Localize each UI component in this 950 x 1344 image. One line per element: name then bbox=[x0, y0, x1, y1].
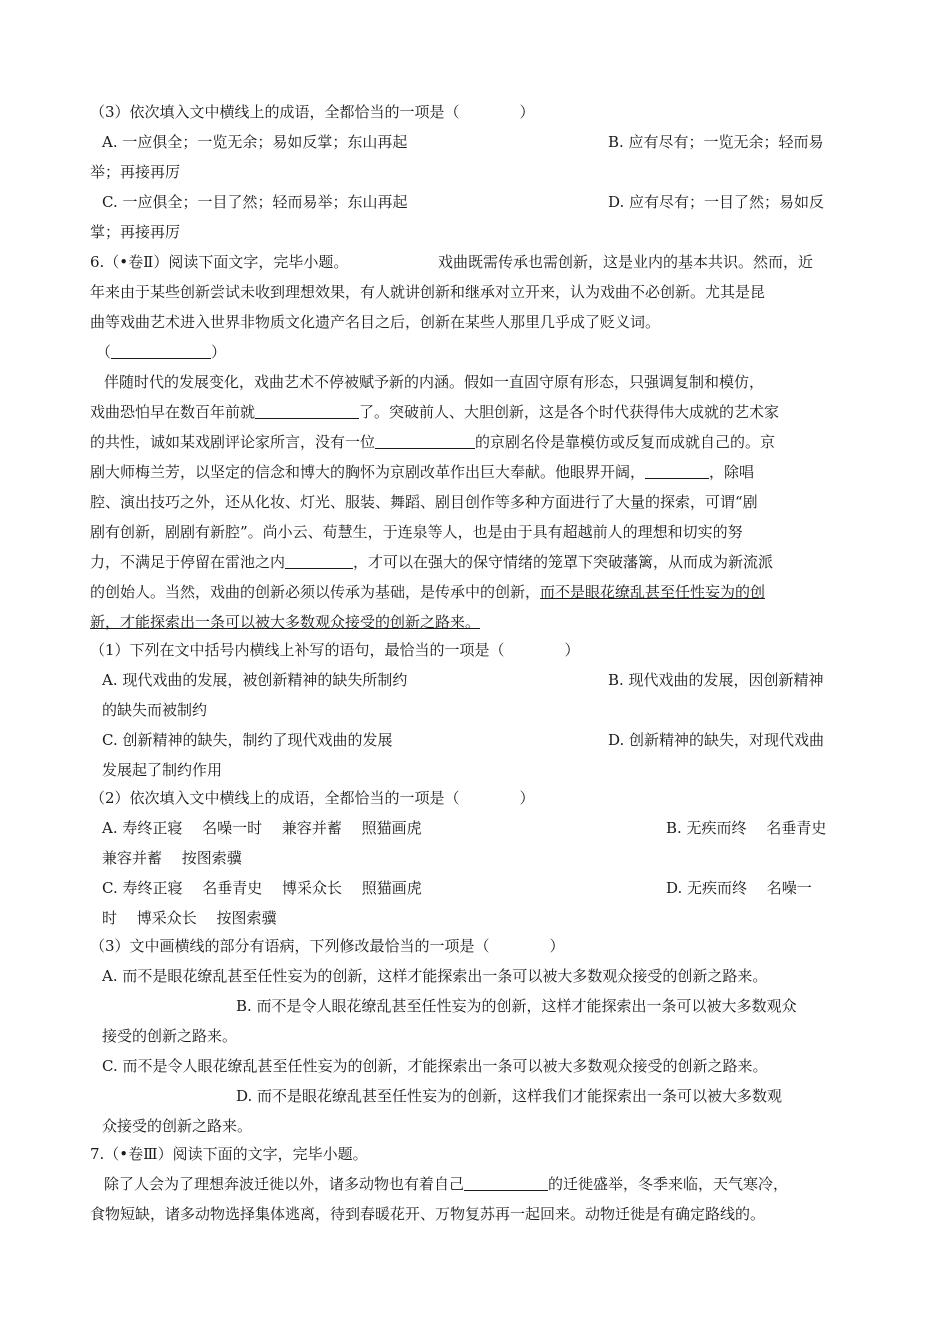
q6-sub3-option-a: A. 而不是眼花缭乱甚至任性妄为的创新，这样才能探索出一条可以被大多数观众接受的创新之路来。 bbox=[102, 967, 768, 985]
underlined-text: 而不是眼花缭乱甚至任性妄为的创 bbox=[540, 583, 766, 601]
q5-option-d-cont: 掌；再接再厉 bbox=[90, 223, 181, 241]
q5-option-d: D. 应有尽有；一目了然；易如反 bbox=[608, 193, 825, 211]
q6-passage-line bbox=[90, 582, 765, 602]
q6-sub3-option-d: D. 而不是眼花缭乱甚至任性妄为的创新，这样我们才能探索出一条可以被大多数观 bbox=[236, 1087, 783, 1105]
q6-sub2-option-b: B. 无疾而终 名垂青史 bbox=[666, 819, 827, 837]
q6-sub2-option-b-cont: 兼容并蓄 按图索骥 bbox=[102, 849, 242, 867]
q6-intro: 戏曲既需传承也需创新，这是业内的基本共识。然而，近 bbox=[438, 253, 814, 271]
q6-sub1-option-d-cont: 发展起了制约作用 bbox=[102, 761, 223, 779]
fill-blank bbox=[375, 433, 475, 449]
q6-intro-line: 年来由于某些创新尝试未收到理想效果，有人就讲创新和继承对立开来，认为戏曲不必创新。尤其是昆 bbox=[90, 283, 766, 301]
q6-sub1-option-d: D. 创新精神的缺失，对现代戏曲 bbox=[608, 731, 825, 749]
fill-blank bbox=[255, 403, 359, 419]
q7-passage-line: 食物短缺，诸多动物选择集体逃离，待到春暖花开、万物复苏再一起回来。动物迁徙是有确定路线的。 bbox=[90, 1205, 766, 1223]
q6-sub1-option-b-cont: 的缺失而被制约 bbox=[102, 701, 208, 719]
q6-sub1-option-c: C. 创新精神的缺失，制约了现代戏曲的发展 bbox=[102, 731, 393, 749]
q5-option-b: B. 应有尽有；一览无余；轻而易 bbox=[608, 133, 824, 151]
q6-heading: 6.（•卷Ⅱ）阅读下面文字，完毕小题。 bbox=[90, 253, 349, 271]
q5-option-b-cont: 举；再接再厉 bbox=[90, 163, 181, 181]
q5-option-a: A. 一应俱全；一览无余；易如反掌；东山再起 bbox=[102, 133, 408, 151]
q6-passage-line: 剧有创新，剧剧有新腔”。尚小云、荀慧生，于连泉等人，也是由于具有超越前人的理想和切实的努 bbox=[90, 523, 743, 541]
text: 戏曲恐怕早在数百年前就 bbox=[90, 403, 256, 421]
q6-passage-line: 伴随时代的发展变化，戏曲艺术不停被赋予新的内涵。假如一直固守原有形态，只强调复制和模仿， bbox=[104, 373, 765, 391]
q6-sub2-stem: （2）依次填入文中横线上的成语，全都恰当的一项是（ ） bbox=[90, 789, 535, 807]
q6-sub1-option-a: A. 现代戏曲的发展，被创新精神的缺失所制约 bbox=[102, 671, 408, 689]
q5-option-c: C. 一应俱全；一目了然；轻而易举；东山再起 bbox=[102, 193, 408, 211]
fill-blank bbox=[464, 1175, 548, 1191]
q6-passage-line bbox=[90, 462, 754, 482]
q6-sub3-stem: （3）文中画横线的部分有语病，下列修改最恰当的一项是（ ） bbox=[90, 937, 565, 955]
q6-passage-line bbox=[90, 552, 773, 572]
q6-sub1-option-b: B. 现代戏曲的发展，因创新精神 bbox=[608, 671, 824, 689]
q6-sub1-stem: （1）下列在文中括号内横线上补写的语句，最恰当的一项是（ ） bbox=[90, 641, 580, 659]
text: 的创始人。当然，戏曲的创新必须以传承为基础，是传承中的创新， bbox=[90, 583, 541, 601]
q6-sub3-option-b: B. 而不是令人眼花缭乱甚至任性妄为的创新，这样才能探索出一条可以被大多数观众 bbox=[236, 997, 797, 1015]
fill-blank bbox=[285, 553, 353, 569]
q7-heading: 7.（•卷Ⅲ）阅读下面的文字，完毕小题。 bbox=[90, 1145, 368, 1163]
q6-passage-line: 腔、演出技巧之外，还从化妆、灯光、服装、舞蹈、剧目创作等多种方面进行了大量的探索，可谓“剧 bbox=[90, 493, 758, 511]
q6-sub2-option-d-cont: 时 博采众长 按图索骥 bbox=[102, 909, 277, 927]
text: 剧大师梅兰芳，以坚定的信念和博大的胸怀为京剧改革作出巨大奉献。他眼界开阔， bbox=[90, 463, 646, 481]
text: 的迁徙盛举，冬季来临，天气寒冷， bbox=[548, 1175, 789, 1193]
q6-sub3-option-c: C. 而不是令人眼花缭乱甚至任性妄为的创新，才能探索出一条可以被大多数观众接受的创新之路来。 bbox=[102, 1057, 768, 1075]
q6-sub2-option-c: C. 寿终正寝 名垂青史 博采众长 照猫画虎 bbox=[102, 879, 422, 897]
q5-sub3-stem: （3）依次填入文中横线上的成语，全都恰当的一项是（ ） bbox=[90, 103, 535, 121]
text: 的京剧名伶是靠模仿或反复而成就自己的。京 bbox=[475, 433, 776, 451]
text: ，才可以在强大的保守情绪的笼罩下突破藩篱，从而成为新流派 bbox=[353, 553, 774, 571]
paren-close: ） bbox=[211, 343, 227, 361]
q6-sub2-option-d: D. 无疾而终 名噪一 bbox=[666, 879, 812, 897]
q6-passage-line bbox=[90, 402, 779, 422]
text: 力，不满足于停留在雷池之内 bbox=[90, 553, 286, 571]
text: 除了人会为了理想奔波迁徙以外，诸多动物也有着自己 bbox=[104, 1175, 465, 1193]
q6-passage-line bbox=[90, 432, 775, 452]
text: 的共性，诚如某戏剧评论家所言，没有一位 bbox=[90, 433, 376, 451]
q6-sub2-option-a: A. 寿终正寝 名噪一时 兼容并蓄 照猫画虎 bbox=[102, 819, 422, 837]
text: 了。突破前人、大胆创新，这是各个时代获得伟大成就的艺术家 bbox=[359, 403, 780, 421]
q6-sub3-option-d-cont: 众接受的创新之路来。 bbox=[102, 1117, 253, 1135]
fill-blank bbox=[111, 343, 211, 359]
q6-sub3-option-b-cont: 接受的创新之路来。 bbox=[102, 1027, 238, 1045]
q6-answer-blank bbox=[96, 342, 226, 362]
fill-blank bbox=[645, 463, 709, 479]
text: ，除唱 bbox=[709, 463, 755, 481]
q7-passage-line bbox=[104, 1174, 788, 1194]
underlined-text: 新，才能探索出一条可以被大多数观众接受的创新之路来。 bbox=[90, 613, 481, 631]
q6-intro-line: 曲等戏曲艺术进入世界非物质文化遗产名目之后，创新在某些人那里几乎成了贬义词。 bbox=[90, 313, 661, 331]
paren-open: （ bbox=[96, 343, 112, 361]
